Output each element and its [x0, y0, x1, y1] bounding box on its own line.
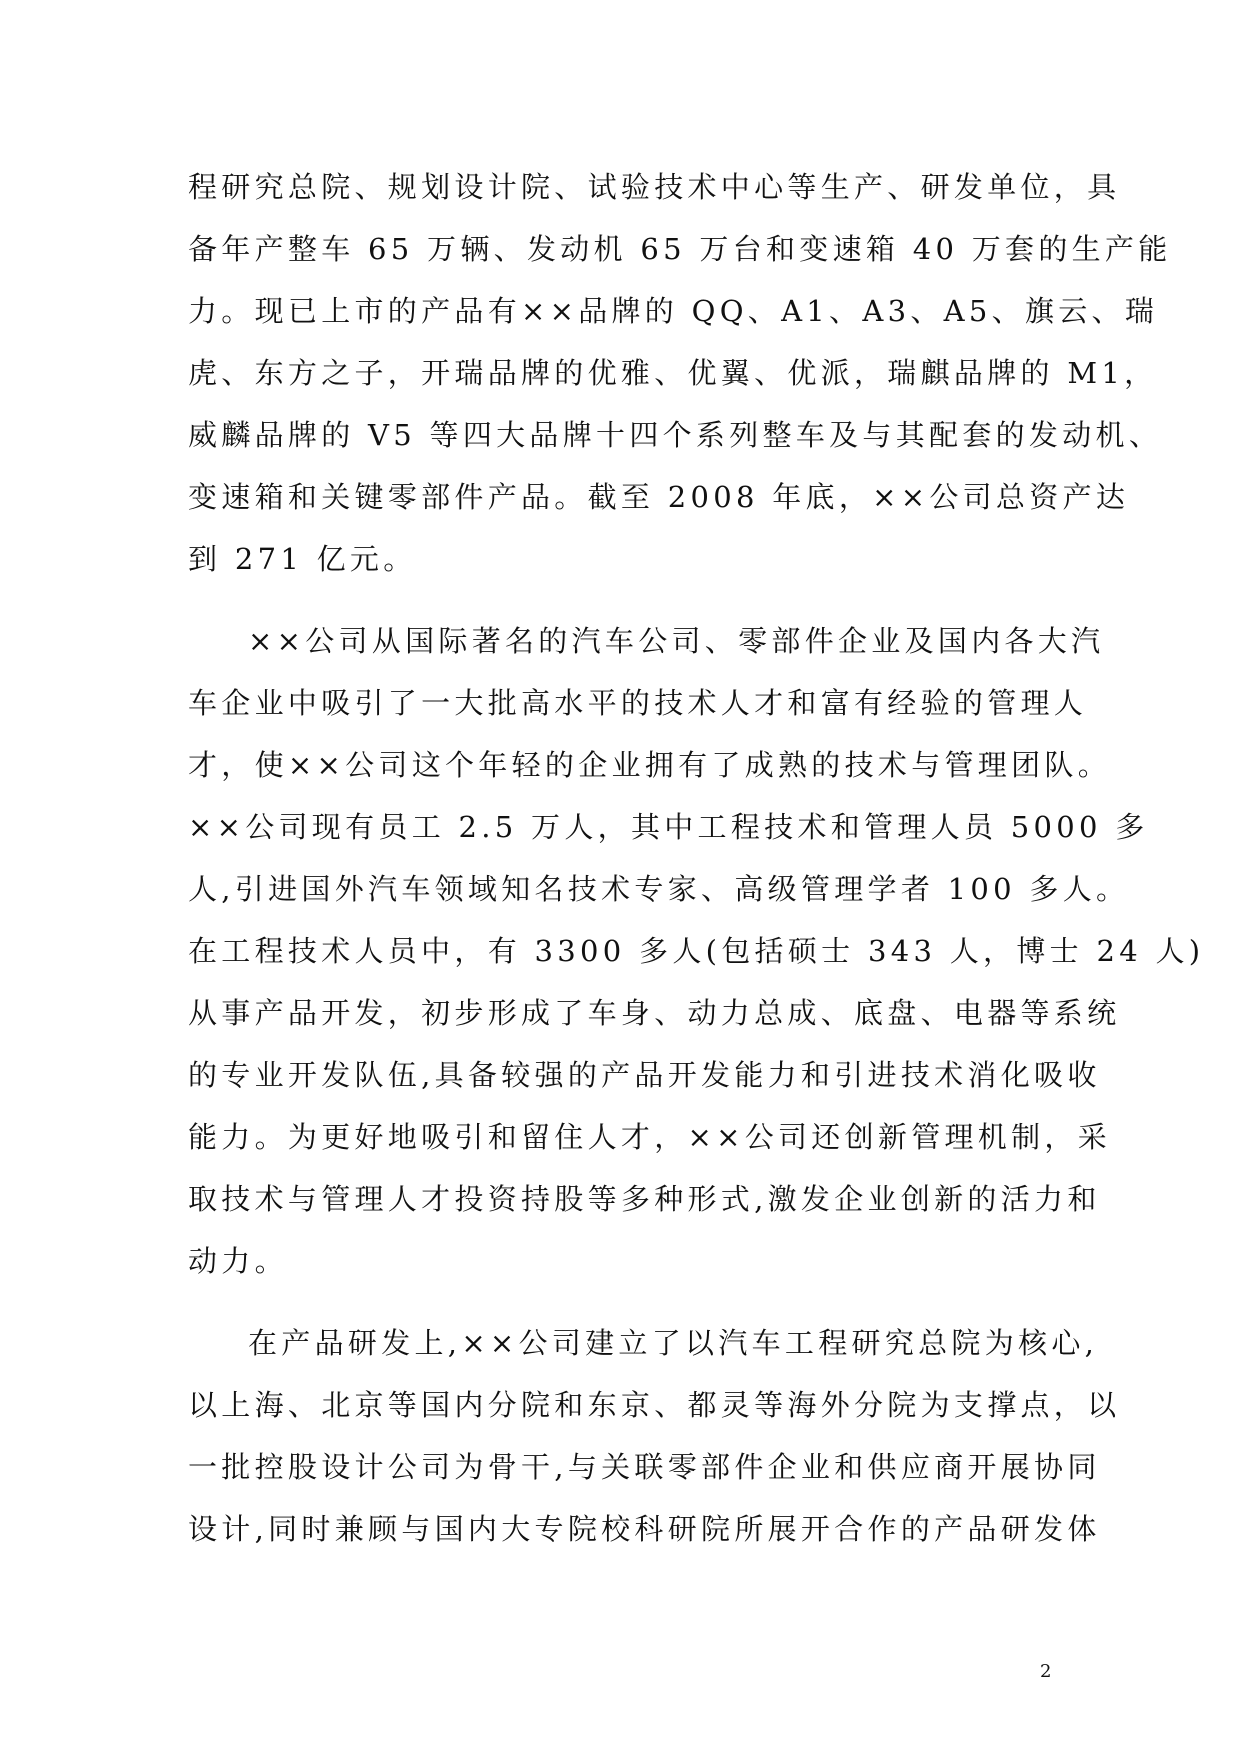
- text-line: 一批控股设计公司为骨干,与关联零部件企业和供应商开展协同: [188, 1450, 1101, 1484]
- text-line: 才，使××公司这个年轻的企业拥有了成熟的技术与管理团队。: [188, 748, 1111, 782]
- paragraph-talent: [188, 610, 1205, 1292]
- text-line: 取技术与管理人才投资持股等多种形式,激发企业创新的活力和: [188, 1182, 1101, 1216]
- text-line: 以上海、北京等国内分院和东京、都灵等海外分院为支撑点，以: [188, 1388, 1121, 1422]
- text-line: 设计,同时兼顾与国内大专院校科研院所展开合作的产品研发体: [188, 1512, 1101, 1546]
- text-line: 变速箱和关键零部件产品。截至 2008 年底，××公司总资产达: [188, 480, 1130, 514]
- text-line: 在工程技术人员中，有 3300 多人(包括硕士 343 人，博士 24 人): [188, 934, 1205, 968]
- body-text: [188, 156, 1205, 1560]
- paragraph-gap: [188, 590, 1058, 610]
- text-line: 威麟品牌的 V5 等四大品牌十四个系列整车及与其配套的发动机、: [188, 418, 1163, 452]
- text-line: 人,引进国外汽车领域知名技术专家、高级管理学者 100 多人。: [188, 872, 1130, 906]
- text-line: 动力。: [188, 1244, 288, 1278]
- text-line: ××公司从国际著名的汽车公司、零部件企业及国内各大汽: [248, 624, 1105, 658]
- text-line: 力。现已上市的产品有××品牌的 QQ、A1、A3、A5、旗云、瑞: [188, 294, 1159, 328]
- text-line: 到 271 亿元。: [188, 542, 417, 576]
- text-line: 能力。为更好地吸引和留住人才，××公司还创新管理机制，采: [188, 1120, 1111, 1154]
- paragraph-rnd: [188, 1312, 1121, 1560]
- text-line: 虎、东方之子，开瑞品牌的优雅、优翼、优派，瑞麒品牌的 M1，: [188, 356, 1158, 390]
- page-number: 2: [1040, 1661, 1052, 1682]
- text-line: 在产品研发上,××公司建立了以汽车工程研究总院为核心,: [248, 1326, 1099, 1360]
- paragraph-company-overview: [188, 156, 1172, 590]
- text-line: 程研究总院、规划设计院、试验技术中心等生产、研发单位，具: [188, 170, 1121, 204]
- text-line: 的专业开发队伍,具备较强的产品开发能力和引进技术消化吸收: [188, 1058, 1101, 1092]
- text-line: 车企业中吸引了一大批高水平的技术人才和富有经验的管理人: [188, 686, 1088, 720]
- paragraph-gap: [188, 1292, 1058, 1312]
- text-line: ××公司现有员工 2.5 万人，其中工程技术和管理人员 5000 多: [188, 810, 1149, 844]
- text-line: 从事产品开发，初步形成了车身、动力总成、底盘、电器等系统: [188, 996, 1121, 1030]
- text-line: 备年产整车 65 万辆、发动机 65 万台和变速箱 40 万套的生产能: [188, 232, 1172, 266]
